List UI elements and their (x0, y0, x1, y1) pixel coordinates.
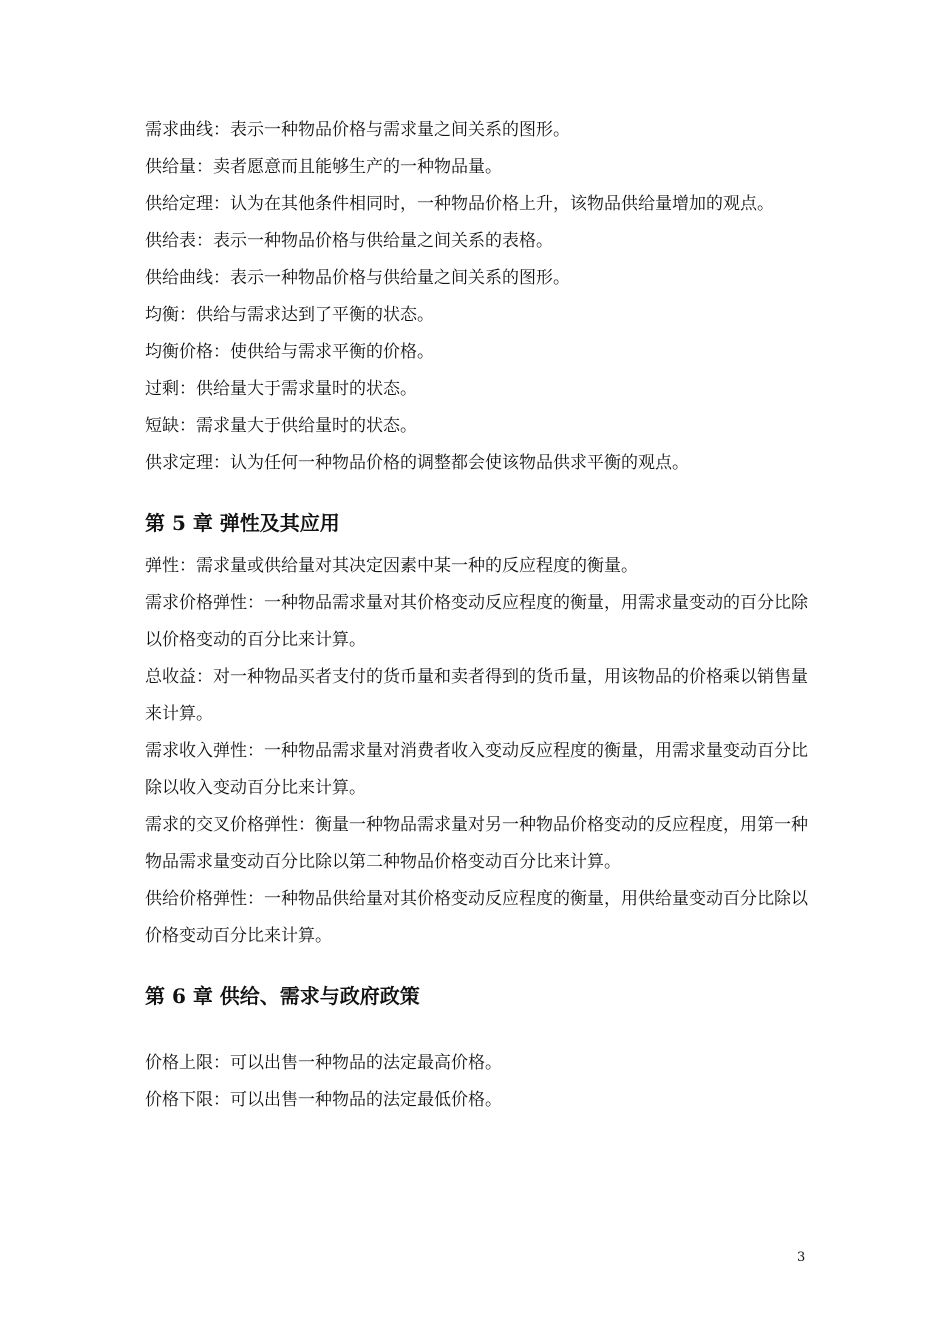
definition: 均衡：供给与需求达到了平衡的状态。 (145, 305, 434, 325)
page-number: 3 (797, 1250, 806, 1265)
definition: 价格下限：可以出售一种物品的法定最低价格。 (145, 1090, 502, 1110)
definition: 短缺：需求量大于供给量时的状态。 (145, 416, 417, 436)
chapter-5-definitions (145, 548, 810, 955)
definition: 供给表：表示一种物品价格与供给量之间关系的表格。 (145, 231, 553, 251)
definition: 供给量：卖者愿意而且能够生产的一种物品量。 (145, 157, 502, 177)
chapter-6-heading: 第 6 章 供给、需求与政府政策 (145, 984, 420, 1008)
definition: 需求的交叉价格弹性：衡量一种物品需求量对另一种物品价格变动的反应程度，用第一种物品需求量变动百分比除以第二种物品价格变动百分比来计算。 (145, 815, 808, 872)
definition: 需求价格弹性：一种物品需求量对其价格变动反应程度的衡量，用需求量变动的百分比除以价格变动的百分比来计算。 (145, 593, 808, 650)
definition: 供给定理：认为在其他条件相同时，一种物品价格上升，该物品供给量增加的观点。 (145, 194, 774, 214)
definition: 总收益：对一种物品买者支付的货币量和卖者得到的货币量，用该物品的价格乘以销售量来计算。 (145, 667, 808, 724)
definitions-continued (145, 112, 810, 482)
definition: 均衡价格：使供给与需求平衡的价格。 (145, 342, 434, 362)
definition: 过剩：供给量大于需求量时的状态。 (145, 379, 417, 399)
definition: 需求收入弹性：一种物品需求量对消费者收入变动反应程度的衡量，用需求量变动百分比除以收入变动百分比来计算。 (145, 741, 808, 798)
definition: 供给曲线：表示一种物品价格与供给量之间关系的图形。 (145, 268, 570, 288)
chapter-6-definitions (145, 1045, 810, 1119)
definition: 需求曲线：表示一种物品价格与需求量之间关系的图形。 (145, 120, 570, 140)
definition: 供求定理：认为任何一种物品价格的调整都会使该物品供求平衡的观点。 (145, 453, 689, 473)
chapter-5-heading: 第 5 章 弹性及其应用 (145, 511, 340, 535)
definition: 弹性：需求量或供给量对其决定因素中某一种的反应程度的衡量。 (145, 556, 638, 576)
document-page (145, 112, 810, 1119)
definition: 价格上限：可以出售一种物品的法定最高价格。 (145, 1053, 502, 1073)
definition: 供给价格弹性：一种物品供给量对其价格变动反应程度的衡量，用供给量变动百分比除以价格变动百分比来计算。 (145, 889, 808, 946)
